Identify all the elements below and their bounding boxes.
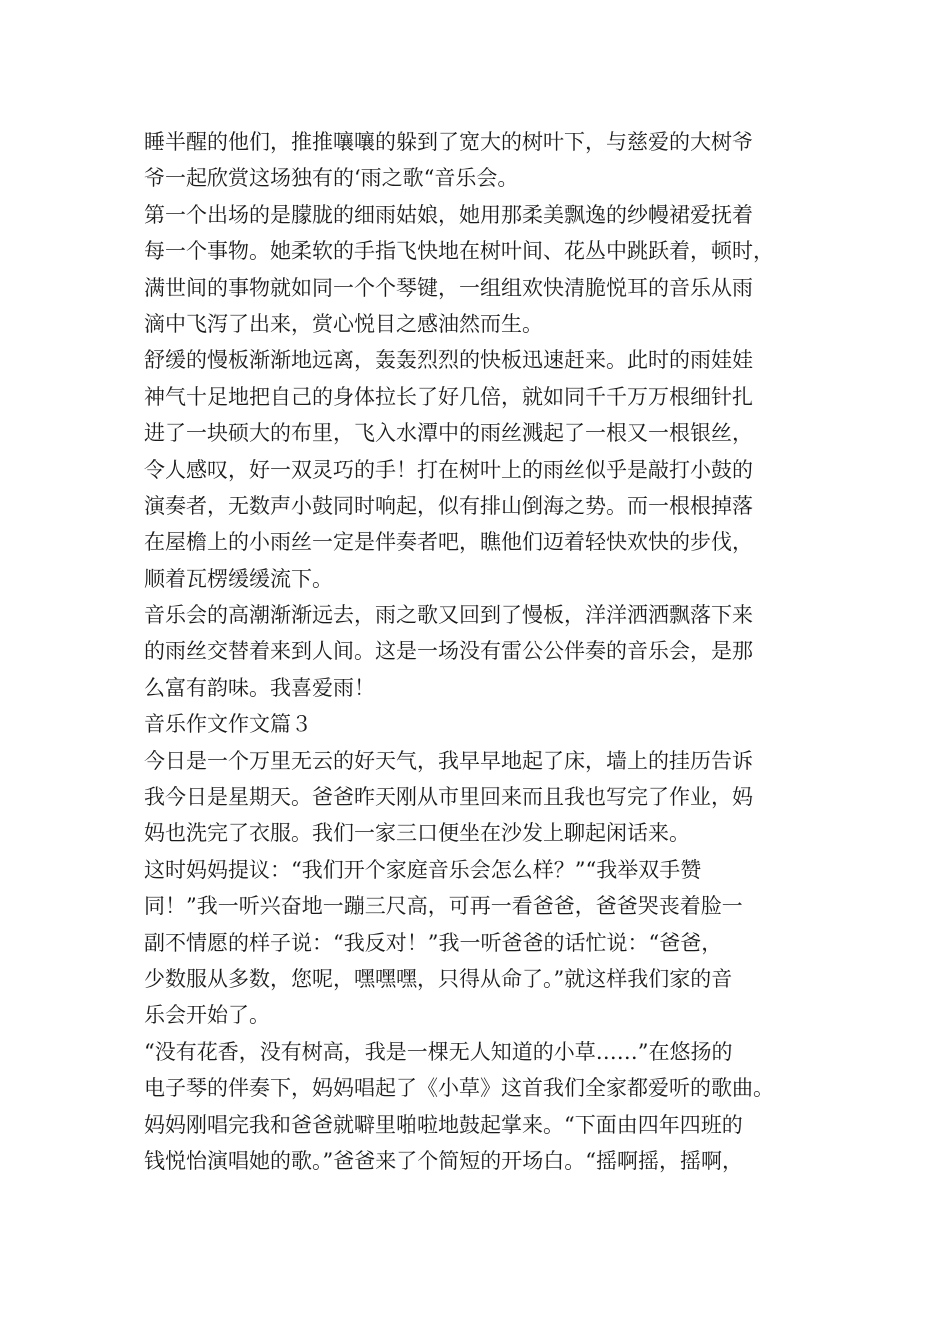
text-line: 在屋檐上的小雨丝一定是伴奏者吧，瞧他们迈着轻快欢快的步伐，: [144, 530, 753, 555]
text-line: 神气十足地把自己的身体拉长了好几倍，就如同千千万万根细针扎: [144, 384, 753, 409]
text-line: 满世间的事物就如同一个个琴键，一组组欢快清脆悦耳的音乐从雨: [144, 275, 753, 300]
text-line: 这时妈妈提议：“我们开个家庭音乐会怎么样？”“我举双手赞: [144, 857, 702, 882]
text-line: 进了一块硕大的布里，飞入水潭中的雨丝溅起了一根又一根银丝，: [144, 421, 753, 446]
text-line: 电子琴的伴奏下，妈妈唱起了《小草》这首我们全家都爱听的歌曲。: [144, 1076, 774, 1101]
text-line: 今日是一个万里无云的好天气，我早早地起了床，墙上的挂历告诉: [144, 748, 753, 773]
text-line: 令人感叹，好一双灵巧的手！打在树叶上的雨丝似乎是敲打小鼓的: [144, 457, 753, 482]
section-heading: 音乐作文作文篇３: [144, 712, 312, 737]
text-line: 我今日是星期天。爸爸昨天刚从市里回来而且我也写完了作业，妈: [144, 785, 753, 810]
text-line: 妈也洗完了衣服。我们一家三口便坐在沙发上聊起闲话来。: [144, 821, 690, 846]
essay-text-body: [144, 124, 824, 1179]
text-line: 滴中飞泻了出来，赏心悦目之感油然而生。: [144, 311, 543, 336]
text-line: 舒缓的慢板渐渐地远离，轰轰烈烈的快板迅速赶来。此时的雨娃娃: [144, 348, 753, 373]
text-line: 妈妈刚唱完我和爸爸就噼里啪啦地鼓起掌来。“下面由四年四班的: [144, 1112, 743, 1137]
text-line: 第一个出场的是朦胧的细雨姑娘，她用那柔美飘逸的纱幔裙爱抚着: [144, 202, 753, 227]
text-line: 的雨丝交替着来到人间。这是一场没有雷公公伴奏的音乐会，是那: [144, 639, 753, 664]
text-line: 音乐会的高潮渐渐远去，雨之歌又回到了慢板，洋洋洒洒飘落下来: [144, 603, 753, 628]
text-line: “没有花香，没有树高，我是一棵无人知道的小草……”在悠扬的: [144, 1039, 733, 1064]
text-line: 同！”我一听兴奋地一蹦三尺高，可再一看爸爸，爸爸哭丧着脸一: [144, 894, 743, 919]
text-line: 顺着瓦楞缓缓流下。: [144, 566, 333, 591]
text-line: 睡半醒的他们，推推嚷嚷的躲到了宽大的树叶下，与慈爱的大树爷: [144, 130, 753, 154]
text-line: 副不情愿的样子说：“我反对！”我一听爸爸的话忙说：“爸爸，: [144, 930, 723, 955]
text-line: 么富有韵味。我喜爱雨！: [144, 675, 375, 700]
text-line: 演奏者，无数声小鼓同时响起，似有排山倒海之势。而一根根掉落: [144, 493, 753, 518]
text-line: 钱悦怡演唱她的歌。”爸爸来了个简短的开场白。“摇啊摇，摇啊，: [144, 1148, 743, 1173]
text-line: 爷一起欣赏这场独有的‘雨之歌“音乐会。: [144, 166, 519, 191]
text-line: 乐会开始了。: [144, 1003, 270, 1028]
text-line: 每一个事物。她柔软的手指飞快地在树叶间、花丛中跳跃着，顿时，: [144, 239, 774, 264]
text-line: 少数服从多数，您呢，嘿嘿嘿，只得从命了。”就这样我们家的音: [144, 966, 733, 991]
